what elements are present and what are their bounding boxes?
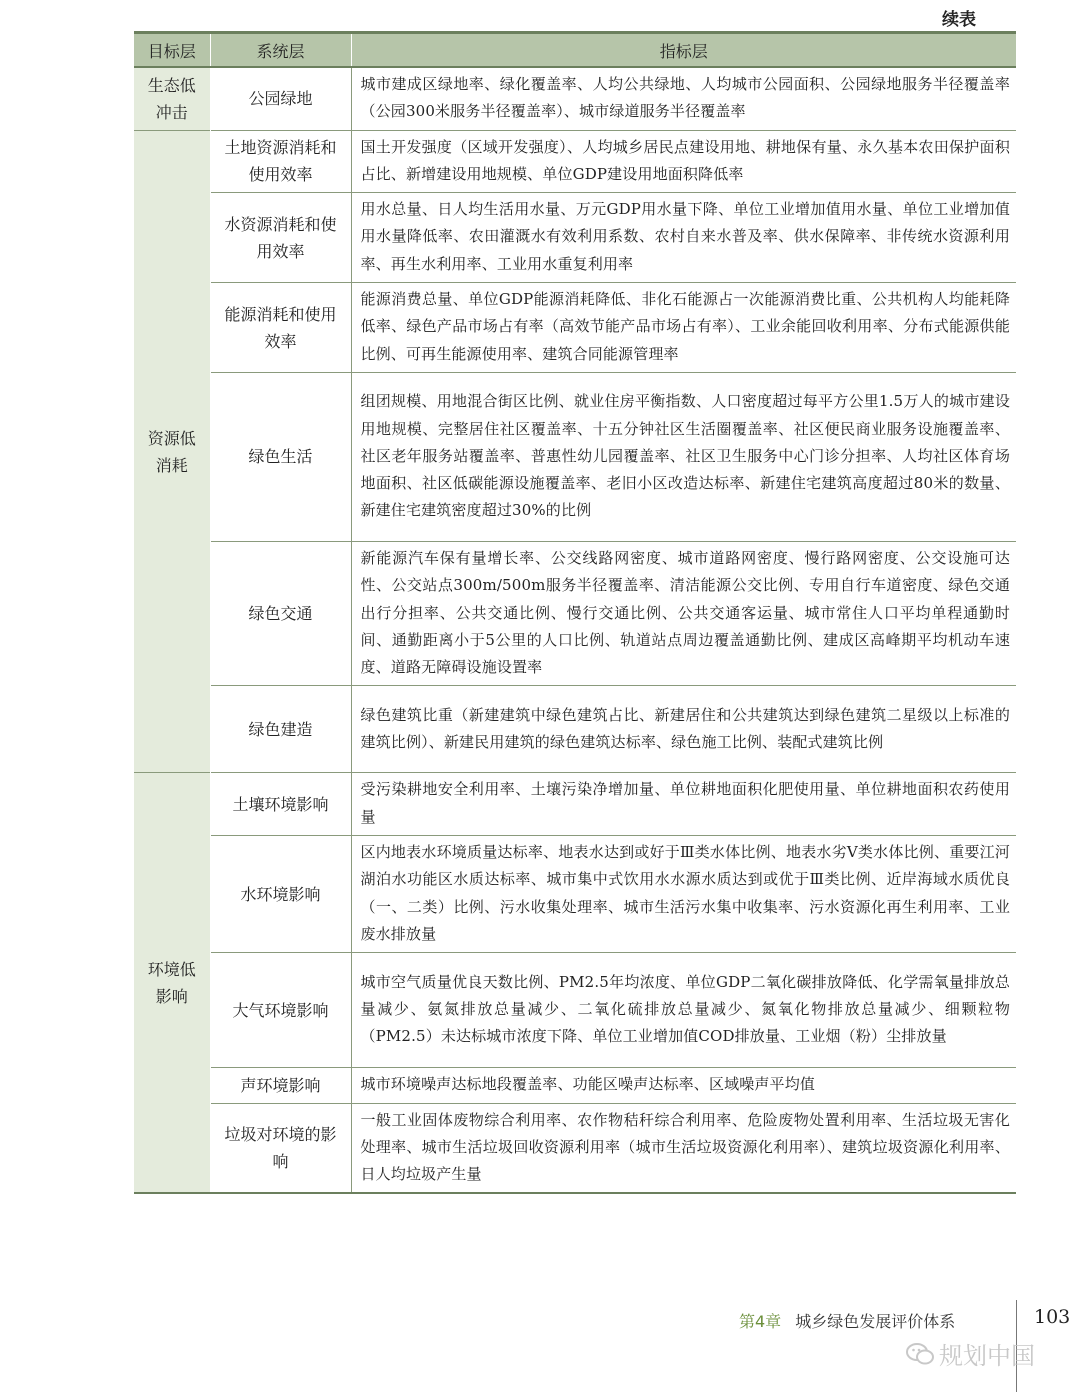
indicator-cell: 国土开发强度（区域开发强度）、人均城乡居民点建设用地、耕地保有量、永久基本农田保护面积占比、新增建设用地规模、单位GDP建设用地面积降低率 <box>351 130 1016 193</box>
header-goal-layer: 目标层 <box>134 33 210 68</box>
table-row <box>134 1103 1016 1193</box>
indicator-cell: 城市建成区绿地率、绿化覆盖率、人均公共绿地、人均城市公园面积、公园绿地服务半径覆盖率（公园300米服务半径覆盖率）、城市绿道服务半径覆盖率 <box>351 67 1016 130</box>
table-row <box>134 773 1016 836</box>
system-cell: 绿色生活 <box>210 372 351 541</box>
system-cell: 公园绿地 <box>210 67 351 130</box>
chapter-label: 第4章 <box>739 1312 782 1331</box>
chapter-title: 城乡绿色发展评价体系 <box>795 1312 956 1331</box>
table-row <box>134 193 1016 283</box>
header-indicator-layer: 指标层 <box>351 33 1016 68</box>
table-row <box>134 283 1016 373</box>
indicator-table <box>134 31 1016 1194</box>
table-row <box>134 130 1016 193</box>
system-cell: 土壤环境影响 <box>210 773 351 836</box>
header-system-layer: 系统层 <box>210 33 351 68</box>
system-cell: 绿色交通 <box>210 541 351 685</box>
goal-label: 资源低 消耗 <box>147 428 196 475</box>
goal-cell-resource <box>134 130 210 773</box>
goal-label: 环境低 影响 <box>147 959 196 1006</box>
indicator-cell: 用水总量、日人均生活用水量、万元GDP用水量下降、单位工业增加值用水量、单位工业增加值用水量降低率、农田灌溉水有效利用系数、农村自来水普及率、供水保障率、非传统水资源利用率、再生水利用率、工业用水重复利用率 <box>351 193 1016 283</box>
watermark-text: 规划中国 <box>939 1342 1035 1370</box>
wechat-icon <box>905 1342 935 1366</box>
system-cell: 声环境影响 <box>210 1068 351 1103</box>
indicator-cell: 新能源汽车保有量增长率、公交线路网密度、城市道路网密度、慢行路网密度、公交设施可达性、公交站点300m/500m服务半径覆盖率、清洁能源公交比例、专用自行车道密度、绿色交通出行分担率、公共交通比例、慢行交通比例、公共交通客运量、城市常住人口平均单程通勤时间、通勤距离小于5公里的人口比例、轨道站点周边覆盖通勤比例、建成区高峰期平均机动车速度、道路无障碍设施设置率 <box>351 541 1016 685</box>
watermark <box>905 1336 1035 1371</box>
indicator-cell: 组团规模、用地混合街区比例、就业住房平衡指数、人口密度超过每平方公里1.5万人的城市建设用地规模、完整居住社区覆盖率、十五分钟社区生活圈覆盖率、社区便民商业服务设施覆盖率、社区老年服务站覆盖率、普惠性幼儿园覆盖率、社区卫生服务中心门诊分担率、人均社区体育场地面积、社区低碳能源设施覆盖率、老旧小区改造达标率、新建住宅建筑高度超过80米的数量、新建住宅建筑密度超过30%的比例 <box>351 372 1016 541</box>
table-row <box>134 372 1016 541</box>
table-row <box>134 67 1016 130</box>
indicator-cell: 城市空气质量优良天数比例、PM2.5年均浓度、单位GDP二氧化碳排放降低、化学需氧量排放总量减少、氨氮排放总量减少、二氧化硫排放总量减少、氮氧化物排放总量减少、细颗粒物（PM2.5）未达标城市浓度下降、单位工业增加值COD排放量、工业烟（粉）尘排放量 <box>351 953 1016 1068</box>
indicator-cell: 能源消费总量、单位GDP能源消耗降低、非化石能源占一次能源消费比重、公共机构人均能耗降低率、绿色产品市场占有率（高效节能产品市场占有率）、工业余能回收利用率、分布式能源供能比例、可再生能源使用率、建筑合同能源管理率 <box>351 283 1016 373</box>
system-cell: 垃圾对环境的影响 <box>210 1103 351 1193</box>
table-row <box>134 686 1016 773</box>
indicator-cell: 区内地表水环境质量达标率、地表水达到或好于Ⅲ类水体比例、地表水劣Ⅴ类水体比例、重要江河湖泊水功能区水质达标率、城市集中式饮用水水源水质达到或优于Ⅲ类比例、近岸海域水质优良（一、二类）比例、污水收集处理率、城市生活污水集中收集率、污水资源化再生利用率、工业废水排放量 <box>351 836 1016 953</box>
system-cell: 水资源消耗和使用效率 <box>210 193 351 283</box>
indicator-cell: 一般工业固体废物综合利用率、农作物秸秆综合利用率、危险废物处置利用率、生活垃圾无害化处理率、城市生活垃圾回收资源利用率（城市生活垃圾资源化利用率）、建筑垃圾资源化利用率、日人均垃圾产生量 <box>351 1103 1016 1193</box>
table-row <box>134 1068 1016 1103</box>
goal-label: 生态低 冲击 <box>147 75 196 122</box>
system-cell: 大气环境影响 <box>210 953 351 1068</box>
system-cell: 绿色建造 <box>210 686 351 773</box>
indicator-cell: 城市环境噪声达标地段覆盖率、功能区噪声达标率、区域噪声平均值 <box>351 1068 1016 1103</box>
system-cell: 土地资源消耗和使用效率 <box>210 130 351 193</box>
continued-label: 续表 <box>942 10 976 30</box>
page-number: 103 <box>1034 1306 1071 1328</box>
table-row <box>134 836 1016 953</box>
goal-cell-environment <box>134 773 210 1193</box>
table-row <box>134 953 1016 1068</box>
system-cell: 水环境影响 <box>210 836 351 953</box>
table-row <box>134 541 1016 685</box>
goal-cell-ecology <box>134 67 210 130</box>
indicator-cell: 绿色建筑比重（新建建筑中绿色建筑占比、新建居住和公共建筑达到绿色建筑二星级以上标准的建筑比例）、新建民用建筑的绿色建筑达标率、绿色施工比例、装配式建筑比例 <box>351 686 1016 773</box>
indicator-cell: 受污染耕地安全利用率、土壤污染净增加量、单位耕地面积化肥使用量、单位耕地面积农药使用量 <box>351 773 1016 836</box>
footer-chapter <box>739 1309 955 1332</box>
system-cell: 能源消耗和使用效率 <box>210 283 351 373</box>
table-header-row <box>134 33 1016 68</box>
